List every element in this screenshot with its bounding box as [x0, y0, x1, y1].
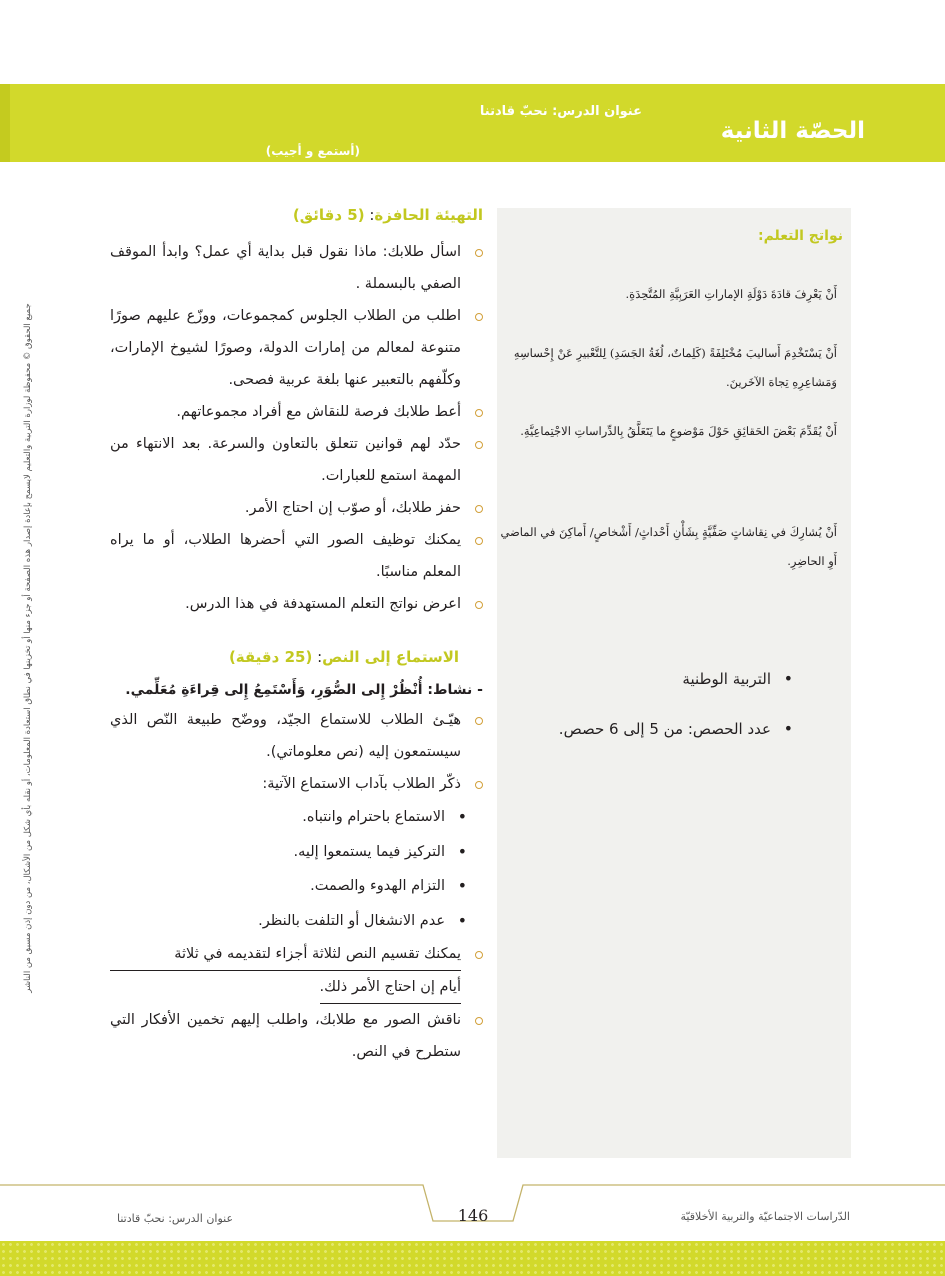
listening-step: [110, 938, 483, 1004]
warmup-step: حدّد لهم قوانين تتعلق بالتعاون والسرعة. بعد الانتهاء من المهمة استمع للعبارات.: [110, 428, 483, 492]
outcome-item: أَنْ يُقَدِّمَ بَعْضَ الحَقائِقِ حَوْلَ مَوْضوعٍ ما يَتَعَلَّقُ بِالدِّراساتِ الاجْتِماعِيَّةِ.: [520, 424, 837, 438]
ring-bullet-icon: [475, 1017, 483, 1025]
footer-subject: الدّراسات الاجتماعيّة والتربية الأخلاقيّة: [680, 1210, 850, 1223]
listening-step: هيّـئ الطلاب للاستماع الجيّد، ووضّح طبيعة النّص الذي سيستمعون إليه (نص معلوماتي).: [110, 704, 483, 768]
outcomes-title: نواتج التعلم:: [757, 228, 843, 244]
listening-title: الاستماع إلى النص: [322, 648, 459, 666]
divide-text-line: يمكنك تقسيم النص لثلاثة أجزاء لتقديمه في ثلاثة: [110, 938, 461, 971]
copyright-note: [20, 298, 36, 998]
outcome-item: أَنْ يَعْرِفَ قادَةَ دَوْلَةِ الإماراتِ العَرَبِيَّةِ المُتَّحِدَةِ.: [625, 287, 837, 301]
warmup-duration: (5 دقائق): [292, 206, 365, 224]
warmup-step: اطلب من الطلاب الجلوس كمجموعات، ووزّع عليهم صورًا متنوعة لمعالم من إمارات الدولة، وصورًا لشيوخ الإمارات، وكلّفهم بالتعبير عنها بلغة عربية فصحى.: [110, 300, 483, 396]
ring-bullet-icon: [475, 951, 483, 959]
divide-text-line: أيام إن احتاج الأمر ذلك.: [320, 971, 462, 1004]
ring-bullet-icon: [475, 409, 483, 417]
warmup-step: اعرض نواتج التعلم المستهدفة في هذا الدرس.: [110, 588, 483, 620]
bottom-decor-bar: [0, 1241, 945, 1276]
ring-bullet-icon: [475, 249, 483, 257]
ring-bullet-icon: [475, 601, 483, 609]
warmup-step: أعط طلابك فرصة للنقاش مع أفراد مجموعاتهم.: [110, 396, 483, 428]
ring-bullet-icon: [475, 313, 483, 321]
warmup-step: اسأل طلابك: ماذا نقول قبل بداية أي عمل؟ وابدأ الموقف الصفي بالبسملة .: [110, 236, 483, 300]
warmup-title: التهيئة الحافزة: [374, 206, 483, 224]
ring-bullet-icon: [475, 781, 483, 789]
sessions-count: • عدد الحصص: من 5 إلى 6 حصص.: [559, 718, 793, 740]
listening-heading: الاستماع إلى النص: (25 دقيقة): [228, 648, 459, 666]
header-strip: [0, 84, 10, 162]
outcome-item: أَنْ يُشارِكَ في نِقاشاتٍ صَفِّيَّةٍ بِشَأْنِ أَحْداثٍ/ أَشْخاصٍ/ أَماكِنَ في الماضي أَوِ الحاضِرِ.: [500, 525, 837, 568]
lesson-title: عنوان الدرس: نحبّ قادتنا: [479, 104, 642, 119]
etiquette-item: • عدم الانشغال أو التلفت بالنظر.: [110, 904, 483, 939]
warmup-heading: التهيئة الحافزة: (5 دقائق): [292, 206, 483, 224]
etiquette-item: • التزام الهدوء والصمت.: [110, 869, 483, 904]
warmup-step: يمكنك توظيف الصور التي أحضرها الطلاب، أو ما يراه المعلم مناسبًا.: [110, 524, 483, 588]
outcome-item: أَنْ يَسْتَخْدِمَ أَساليبَ مُخْتَلِفَةً (كَلِماتٌ، لُغَةُ الجَسَدِ) لِلتَّعْبيرِ عَنْ إِحْساسِهِ وَمَشاعِرِهِ تِجاهَ الآخَرينَ.: [513, 346, 837, 389]
page-number: 146: [457, 1206, 489, 1225]
listening-duration: (25 دقيقة): [228, 648, 313, 666]
listening-step: ناقش الصور مع طلابك، واطلب إليهم تخمين الأفكار التي ستطرح في النص.: [110, 1004, 483, 1068]
activity-title: - نشاط: أُنْظُرْ إِلى الصُّوَرِ، وَأَسْتَمِعُ إِلى قِراءَةِ مُعَلِّمي.: [125, 682, 483, 698]
ring-bullet-icon: [475, 505, 483, 513]
ring-bullet-icon: [475, 441, 483, 449]
subject-label: • التربية الوطنية: [559, 668, 793, 690]
ring-bullet-icon: [475, 717, 483, 725]
page-title: الحصّة الثانية: [720, 118, 865, 144]
footer-lesson-title: عنوان الدرس: نحبّ قادتنا: [117, 1212, 234, 1225]
etiquette-item: • التركيز فيما يستمعوا إليه.: [110, 835, 483, 870]
ring-bullet-icon: [475, 537, 483, 545]
listening-step: ذكّر الطلاب بآداب الاستماع الآتية:: [110, 768, 483, 800]
warmup-step: حفز طلابك، أو صوّب إن احتاج الأمر.: [110, 492, 483, 524]
lesson-meta-list: [559, 668, 793, 740]
etiquette-item: • الاستماع باحترام وانتباه.: [110, 800, 483, 835]
lesson-subtitle: (أستمع و أجيب): [265, 144, 360, 158]
lesson-plan-column: [110, 204, 483, 1068]
copyright-text: جميع الحقوق © محفوظة لوزارة التربية والتعليم لايسمح بإعادة إصدار هذه الصفحة أو جزء منها أو تخزينها في نطاق استعادة المعلومات، أو نقله بأي شكل من الأشكال، من دون إذن مسبق من الناشر: [23, 303, 33, 993]
